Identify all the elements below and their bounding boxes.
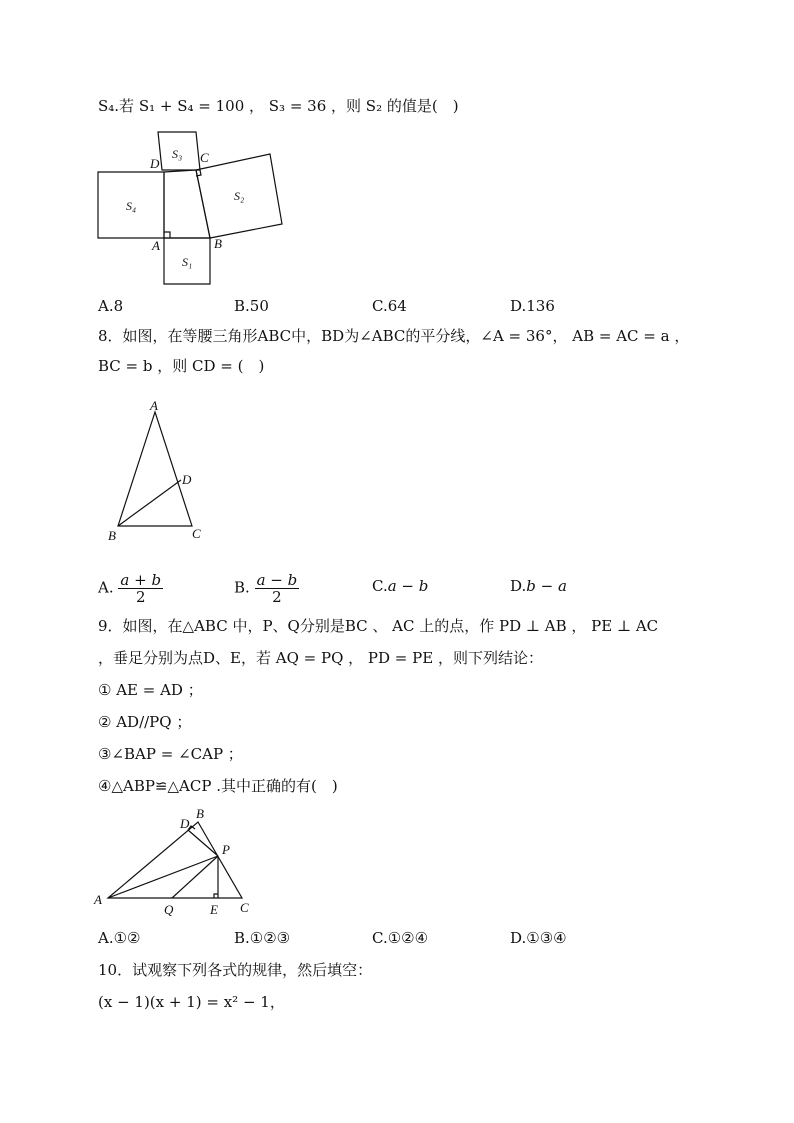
label-c: C [192,526,201,541]
q8-option-b[interactable]: B. $\frac{a - b}{2}$ [234,571,298,606]
q8-stem-line1: 8．如图，在等腰三角形ABC中，BD为∠ABC的平分线，∠A = 36°， AB = AC = a ， [98,327,690,345]
triangle-abc [118,412,192,526]
label-d: D [182,472,192,487]
q7-option-c[interactable]: C.64 [372,297,407,315]
q9-stem-line1: 9．如图，在△ABC 中，P、Q分别是BC 、 AC 上的点，作 PD ⊥ AB ， PE ⊥ AC [98,617,659,635]
q7-option-a[interactable]: A.8 [98,297,124,315]
label-s4: S₄ [126,199,137,213]
label-d: D [150,156,160,171]
q9-option-d[interactable]: D.①③④ [510,929,567,947]
label-s1: S₁ [182,255,193,269]
q9-conclusion-1: ① AE = AD ； [98,681,203,699]
segment-pq [172,856,218,898]
q8-option-d[interactable]: D.b − a [510,577,567,595]
q7-stem: S₄.若 S₁ + S₄ = 100 ， S₃ = 36 ，则 S₂ 的值是( ) [98,97,459,115]
q8-figure [100,396,220,546]
label-s2: S₂ [234,189,245,203]
label-s3: S₃ [172,147,183,161]
label-c: C [200,150,209,165]
label-q: Q [164,902,174,917]
label-d: D [180,816,190,831]
q7-figure [90,140,290,290]
q9-conclusion-4: ④△ABP≌△ACP .其中正确的有( ) [98,777,338,795]
q9-stem-line2: ，垂足分别为点D、E，若 AQ = PQ ， PD = PE ，则下列结论： [98,649,543,667]
label-e: E [210,902,218,917]
label-a: A [152,238,160,253]
label-p: P [222,842,230,857]
triangle-dab [164,170,210,238]
q7-option-d[interactable]: D.136 [510,297,555,315]
triangle-abc [108,822,242,898]
segment-ap [108,856,218,898]
q9-figure [92,804,272,924]
q8-option-a[interactable]: A. $\frac{a + b}{2}$ [98,571,162,606]
segment-pd [188,830,218,856]
q9-option-a[interactable]: A.①② [98,929,141,947]
label-b: B [196,806,204,821]
label-c: C [240,900,249,915]
q10-stem: 10．试观察下列各式的规律，然后填空： [98,961,373,979]
label-a: A [150,398,158,413]
q10-formula: (x − 1)(x + 1) = x² − 1， [98,993,285,1011]
q9-option-c[interactable]: C.①②④ [372,929,429,947]
q8-stem-line2: BC = b ，则 CD = ( ) [98,357,265,375]
label-b: B [214,236,222,251]
q9-conclusion-3: ③∠BAP = ∠CAP ； [98,745,243,763]
q9-conclusion-2: ② AD//PQ ； [98,713,192,731]
q8-option-c[interactable]: C.a − b [372,577,429,595]
label-b: B [108,528,116,543]
label-a: A [94,892,102,907]
q9-option-b[interactable]: B.①②③ [234,929,291,947]
segment-bd [118,480,181,526]
q7-option-b[interactable]: B.50 [234,297,269,315]
